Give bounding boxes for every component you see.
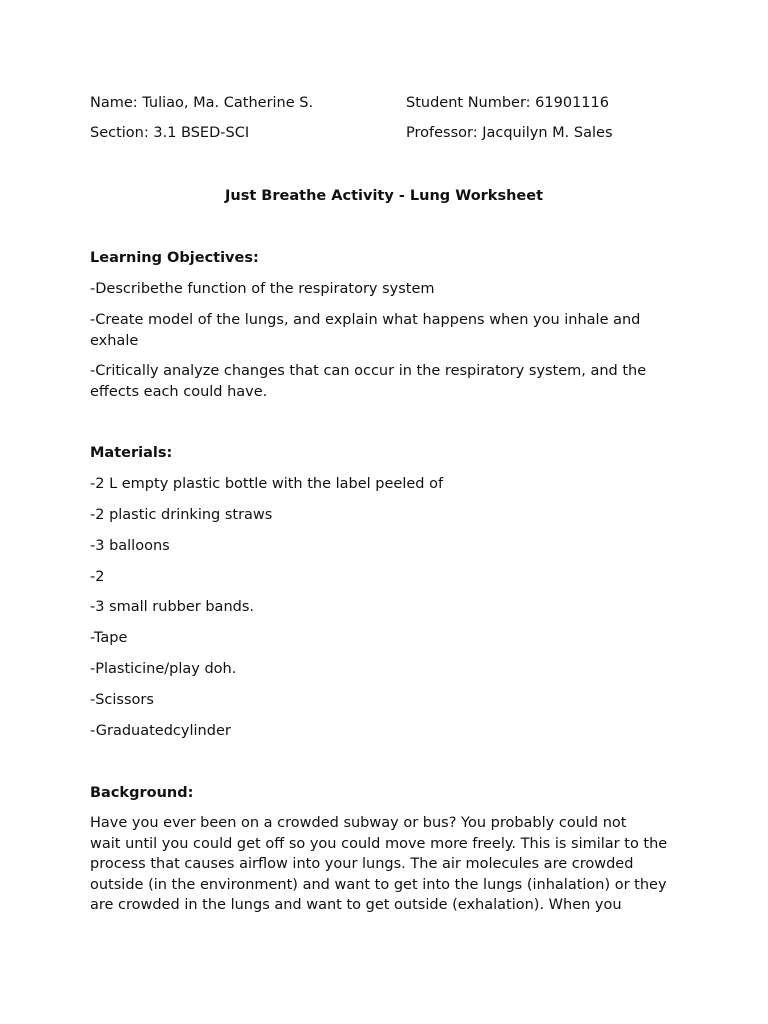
header-row-1 bbox=[90, 93, 690, 113]
material-item: -3 balloons bbox=[90, 538, 170, 554]
objective-item: -Describethe function of the respiratory system bbox=[90, 281, 435, 297]
student-number: Student Number: 61901116 bbox=[406, 95, 609, 111]
materials-heading: Materials: bbox=[90, 445, 173, 461]
material-item: -Tape bbox=[90, 630, 128, 646]
background-line: Have you ever been on a crowded subway or bus? You probably could not bbox=[90, 815, 627, 831]
header-row-2 bbox=[90, 123, 690, 143]
objective-item: -Create model of the lungs, and explain what happens when you inhale and exhale bbox=[90, 312, 641, 349]
student-name: Name: Tuliao, Ma. Catherine S. bbox=[90, 95, 314, 111]
section: Section: 3.1 BSED-SCI bbox=[90, 125, 250, 141]
material-item: -2 L empty plastic bottle with the label peeled of bbox=[90, 476, 444, 492]
material-item: -Plasticine/play doh. bbox=[90, 661, 237, 677]
objective-item: -Critically analyze changes that can occur in the respiratory system, and the effects each could have. bbox=[90, 363, 647, 400]
material-item: -2 plastic drinking straws bbox=[90, 507, 273, 523]
background-heading: Background: bbox=[90, 785, 194, 801]
professor: Professor: Jacquilyn M. Sales bbox=[406, 125, 613, 141]
background-paragraph bbox=[90, 813, 670, 916]
background-line: process that causes airflow into your lungs. The air molecules are crowded bbox=[90, 856, 634, 872]
material-item: -Scissors bbox=[90, 692, 154, 708]
material-item: -Graduatedcylinder bbox=[90, 723, 231, 739]
material-item: -2 bbox=[90, 569, 105, 585]
background-line: are crowded in the lungs and want to get outside (exhalation). When you bbox=[90, 897, 622, 913]
background-line: outside (in the environment) and want to get into the lungs (inhalation) or they bbox=[90, 876, 667, 893]
material-item: -3 small rubber bands. bbox=[90, 599, 254, 615]
background-line: wait until you could get off so you could move more freely. This is similar to the bbox=[90, 835, 668, 852]
objectives-heading: Learning Objectives: bbox=[90, 250, 259, 266]
worksheet-title: Just Breathe Activity - Lung Worksheet bbox=[224, 188, 544, 204]
